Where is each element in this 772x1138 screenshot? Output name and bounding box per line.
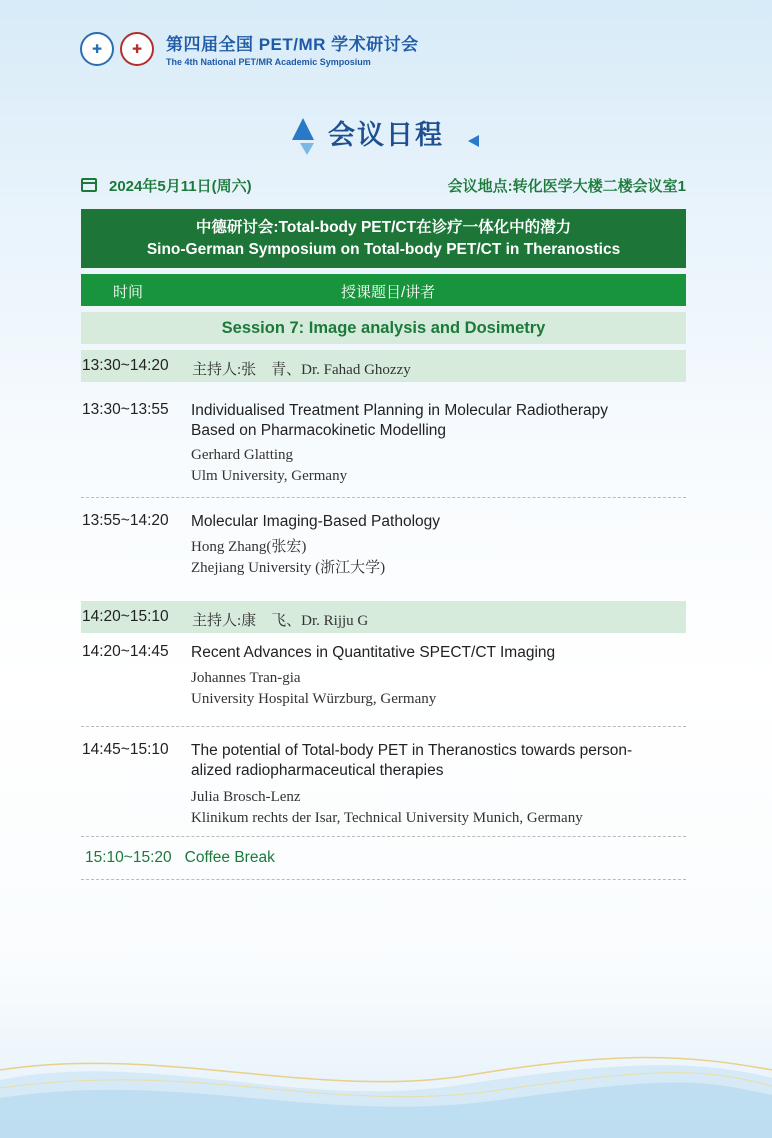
date-block	[81, 175, 252, 196]
talk-speaker: Gerhard Glatting	[191, 447, 294, 463]
venue-text: 会议地点:转化医学大楼二楼会议室1	[447, 177, 686, 195]
decorative-wave	[0, 1040, 772, 1138]
talk-time: 13:30~13:55	[82, 401, 169, 418]
divider	[81, 879, 686, 880]
banner-line-cn: 中德研讨会:Total-body PET/CT在诊疗一体化中的潜力	[195, 218, 572, 236]
talk-title	[191, 512, 691, 532]
page-title	[0, 113, 772, 152]
date-text: 2024年5月11日(周六)	[109, 177, 252, 195]
coffee-break-label: Coffee Break	[184, 849, 275, 866]
date-venue-line	[81, 174, 686, 196]
talk-title-line: Individualised Treatment Planning in Molecular Radiotherapy	[191, 402, 609, 419]
talk-title-line: alized radiopharmaceutical therapies	[191, 762, 444, 779]
coffee-break-row	[85, 849, 275, 867]
talk-speaker: Hong Zhang(张宏)	[191, 539, 307, 555]
talk-title-line: The potential of Total-body PET in Theranostics towards person-	[191, 742, 633, 759]
column-header-topic: 授课题目/讲者	[341, 284, 436, 301]
page-title-text: 会议日程	[328, 120, 444, 151]
university-logo-icon: ✚	[80, 32, 114, 66]
chair-row-time: 13:30~14:20	[82, 357, 169, 374]
talk-title-line: Molecular Imaging-Based Pathology	[191, 513, 440, 530]
calendar-icon	[81, 178, 97, 192]
talk-affiliation: Klinikum rechts der Isar, Technical University Munich, Germany	[191, 810, 583, 826]
column-header-time: 时间	[113, 284, 144, 301]
header-text	[166, 30, 419, 67]
talk-title	[191, 643, 691, 663]
chair-row-time: 14:20~15:10	[82, 608, 169, 625]
talk-title	[191, 741, 691, 781]
talk-time: 13:55~14:20	[82, 512, 169, 529]
chair-row	[81, 601, 686, 633]
talk-affiliation: University Hospital Würzburg, Germany	[191, 691, 437, 707]
session-title: Session 7: Image analysis and Dosimetry	[81, 312, 686, 344]
talk-time: 14:45~15:10	[82, 741, 169, 758]
symposium-banner	[81, 209, 686, 268]
divider	[81, 836, 686, 837]
coffee-break-time: 15:10~15:20	[85, 849, 172, 866]
talk-affiliation: Zhejiang University (浙江大学)	[191, 560, 386, 576]
talk-speaker: Johannes Tran-gia	[191, 670, 301, 686]
symposium-title: 第四届全国 PET/MR 学术研讨会	[166, 35, 419, 54]
talk-speaker: Julia Brosch-Lenz	[191, 789, 301, 805]
hospital-logo-icon: ✚	[120, 32, 154, 66]
talk-title-line: Based on Pharmacokinetic Modelling	[191, 422, 447, 439]
talk-affiliation: Ulm University, Germany	[191, 468, 348, 484]
divider	[81, 726, 686, 727]
table-header	[81, 274, 686, 306]
talk-time: 14:20~14:45	[82, 643, 169, 660]
chair-row-moderators: 主持人:张 青、Dr. Fahad Ghozzy	[192, 362, 411, 378]
talk-title-line: Recent Advances in Quantitative SPECT/CT Imaging	[191, 644, 556, 661]
chair-row	[81, 350, 686, 382]
symposium-subtitle: The 4th National PET/MR Academic Symposium	[166, 57, 371, 67]
chair-row-moderators: 主持人:康 飞、Dr. Rijju G	[192, 613, 369, 629]
divider	[81, 497, 686, 498]
banner-line-en: Sino-German Symposium on Total-body PET/CT in Theranostics	[146, 240, 621, 258]
talk-title	[191, 401, 691, 441]
symposium-header	[80, 30, 419, 67]
